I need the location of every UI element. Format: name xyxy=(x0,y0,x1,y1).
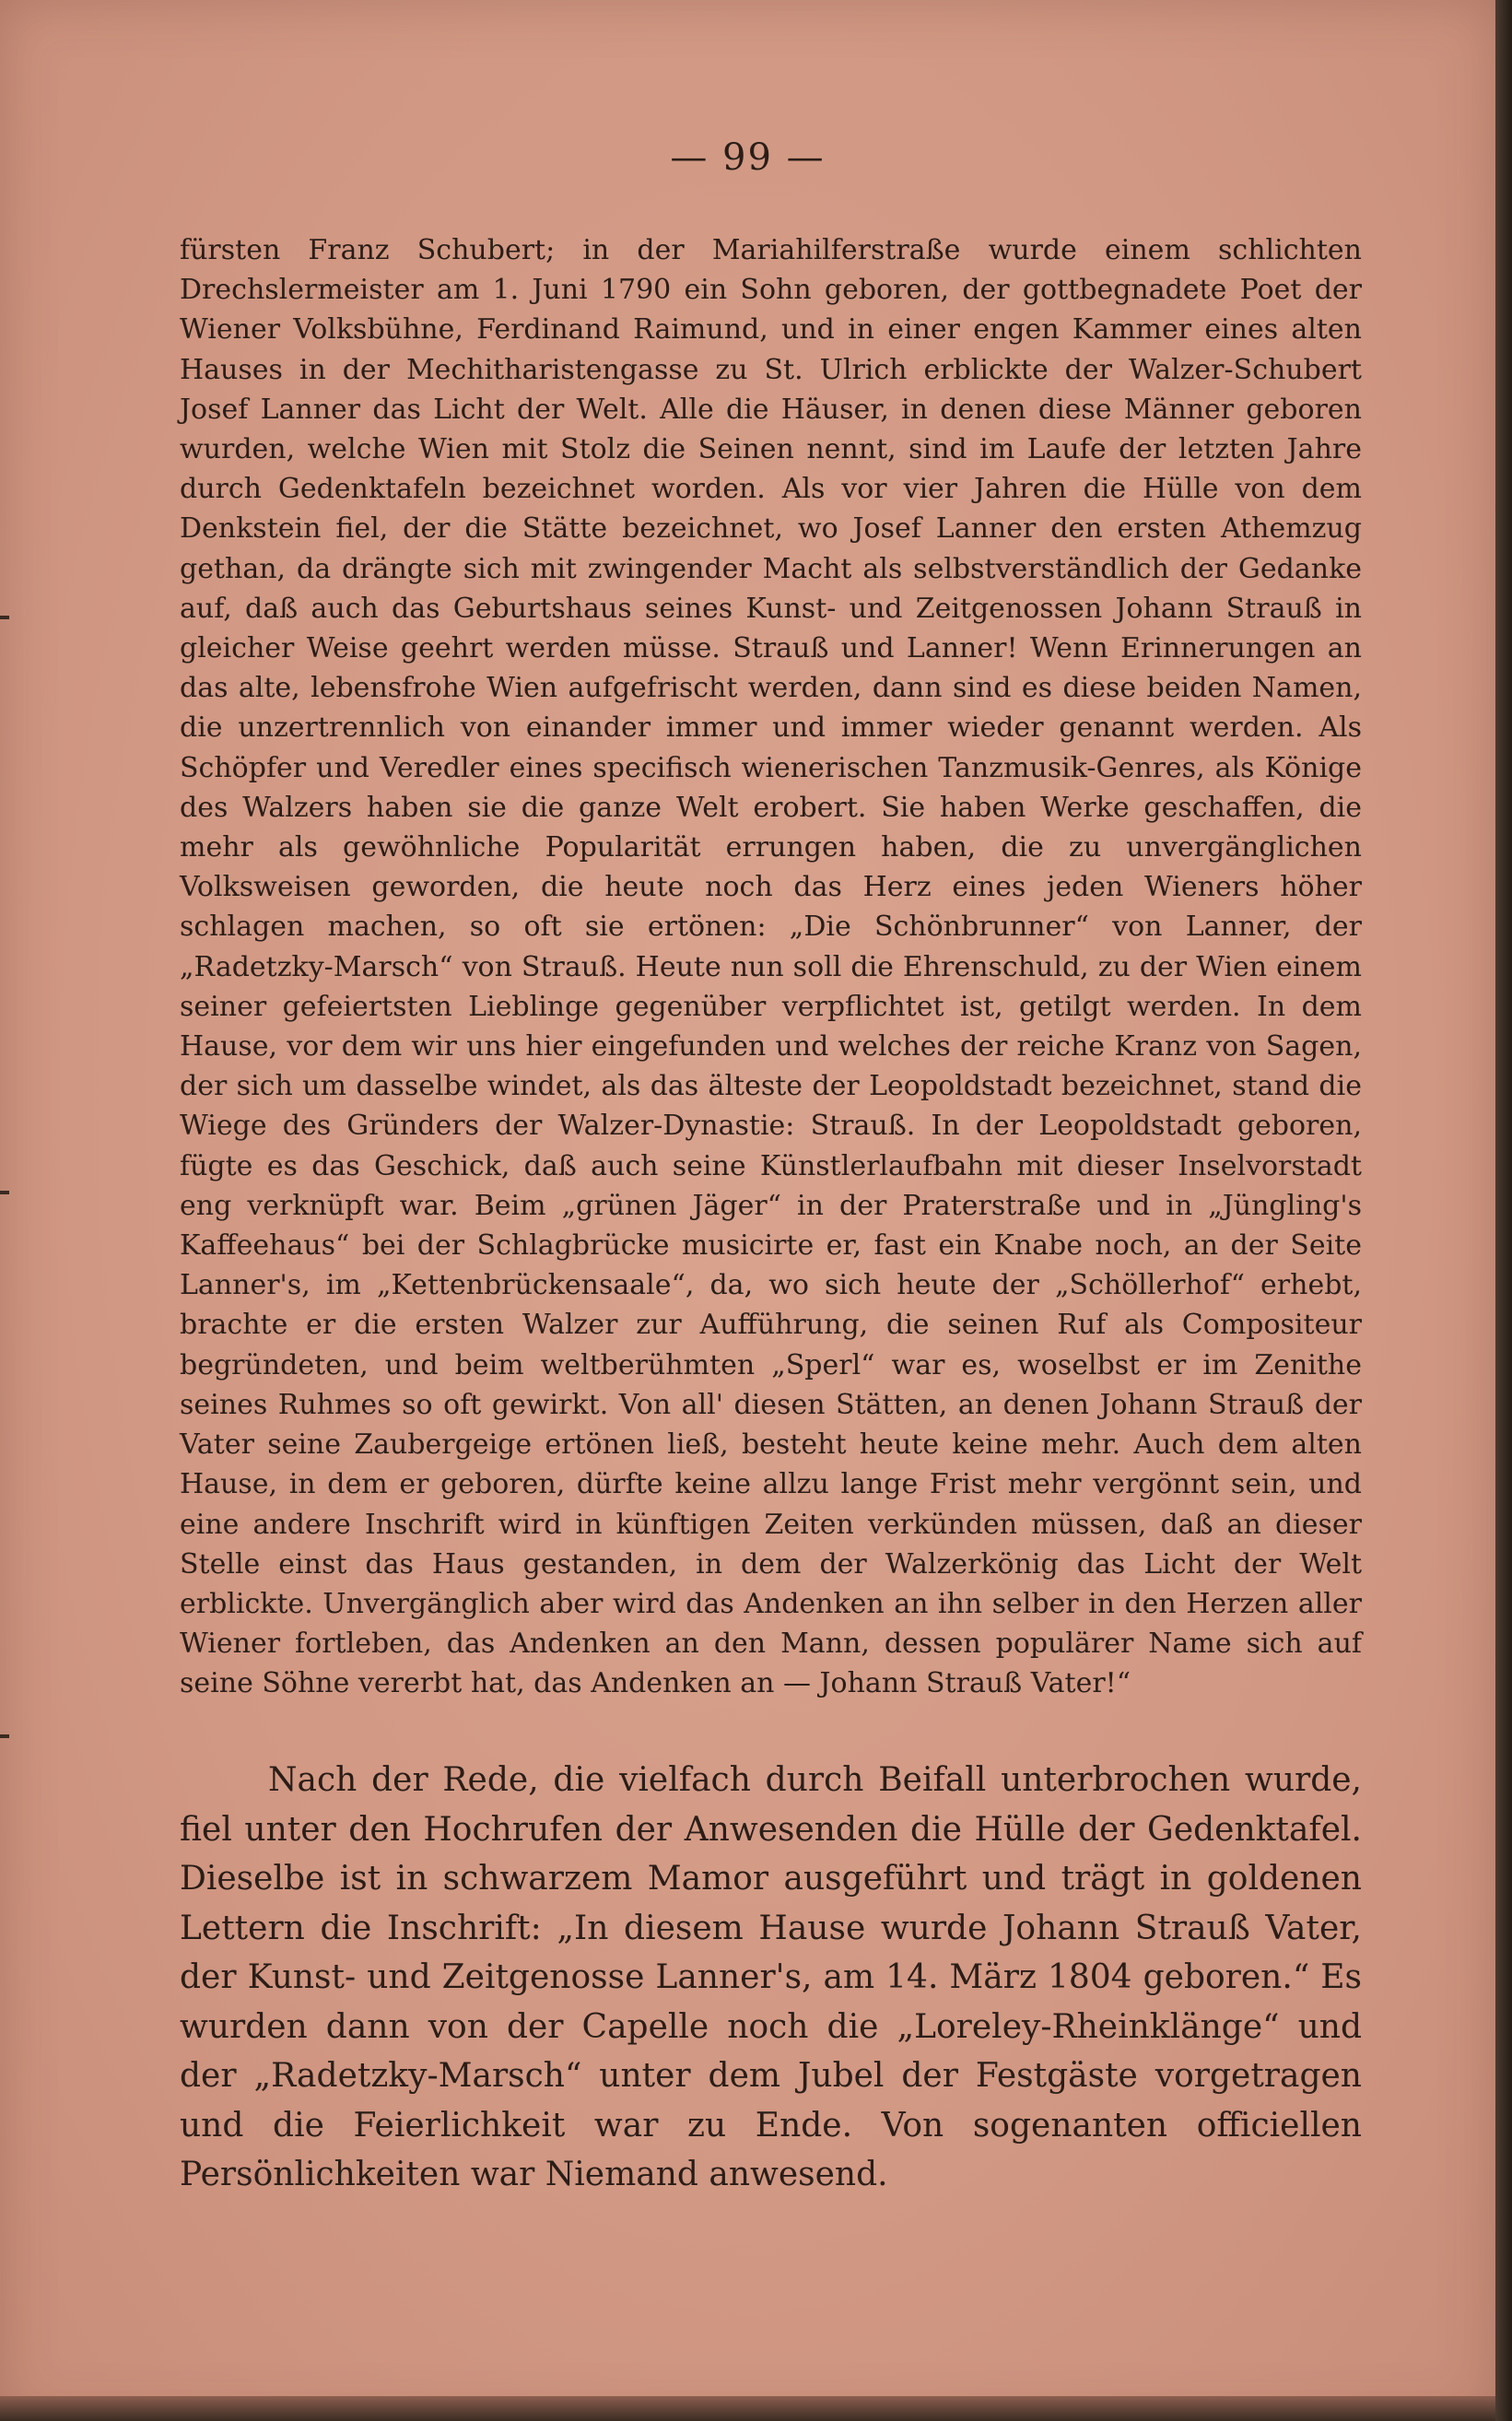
page-right-edge-shadow xyxy=(1495,0,1512,2421)
closing-paragraph: Nach der Rede, die vielfach durch Beifall unterbrochen wurde, fiel unter den Hochrufen der Anwesenden die Hülle der Gedenktafel. Dieselbe ist in schwarzem Mamor ausgeführt und trägt in goldenen Lettern die Inschrift: „In diesem Hause wurde Johann Strauß Vater, der Kunst- und Zeitgenosse Lanner's, am 14. März 1804 geboren.“ Es wurden dann von der Capelle noch die „Loreley-Rheinklänge“ und der „Radetzky-Marsch“ unter dem Jubel der Festgäste vorgetragen und die Feierlichkeit war zu Ende. Von sogenanten officiellen Persönlichkeiten war Niemand anwesend. xyxy=(180,1761,1362,2193)
margin-mark xyxy=(0,1191,9,1194)
margin-mark xyxy=(0,1734,9,1738)
page-bottom-edge-shadow xyxy=(0,2396,1495,2421)
quoted-speech-paragraph: fürsten Franz Schubert; in der Mariahilferstraße wurde einem schlichten Drechslermeister am 1. Juni 1790 ein Sohn geboren, der gottbegnadete Poet der Wiener Volksbühne, Ferdinand Raimund, und in einer engen Kammer eines alten Hauses in der Mechitharistengasse zu St. Ulrich erblickte der Walzer-Schubert Josef Lanner das Licht der Welt. Alle die Häuser, in denen diese Männer geboren wurden, welche Wien mit Stolz die Seinen nennt, sind im Laufe der letzten Jahre durch Gedenktafeln bezeichnet worden. Als vor vier Jahren die Hülle von dem Denkstein fiel, der die Stätte bezeichnet, wo Josef Lanner den ersten Athemzug gethan, da drängte sich mit zwingender Macht als selbstverständlich der Gedanke auf, daß auch das Geburtshaus seines Kunst- und Zeitgenossen Johann Strauß in gleicher Weise geehrt werden müsse. Strauß und Lanner! Wenn Erinnerungen an das alte, lebensfrohe Wien aufgefrischt werden, dann sind es diese beiden Namen, die unzertrennlich von einander immer und immer wieder genannt werden. Als Schöpfer und Veredler eines specifisch wienerischen Tanzmusik-Genres, als Könige des Walzers haben sie die ganze Welt erobert. Sie haben Werke geschaffen, die mehr als gewöhnliche Popularität errungen haben, die zu unvergänglichen Volksweisen geworden, die heute noch das Herz eines jeden Wieners höher schlagen machen, so oft sie ertönen: „Die Schönbrunner“ von Lanner, der „Radetzky-Marsch“ von Strauß. Heute nun soll die Ehrenschuld, zu der Wien einem seiner gefeiertsten Lieblinge gegenüber verpflichtet ist, getilgt werden. In dem Hause, vor dem wir uns hier eingefunden und welches der reiche Kranz von Sagen, der sich um dasselbe windet, als das älteste der Leopoldstadt bezeichnet, stand die Wiege des Gründers der Walzer-Dynastie: Strauß. In der Leopoldstadt geboren, fügte es das Geschick, daß auch seine Künstlerlaufbahn mit dieser Inselvorstadt eng verknüpft war. Beim „grünen Jäger“ in der Praterstraße und in „Jüngling's Kaffeehaus“ bei der Schlagbrücke musicirte er, fast ein Knabe noch, an der Seite Lanner's, im „Kettenbrückensaale“, da, wo sich heute der „Schöllerhof“ erhebt, brachte er die ersten Walzer zur Aufführung, die seinen Ruf als Compositeur begründeten, und beim weltberühmten „Sperl“ war es, woselbst er im Zenithe seines Ruhmes so oft gewirkt. Von all' diesen Stätten, an denen Johann Strauß der Vater seine Zaubergeige ertönen ließ, besteht heute keine mehr. Auch dem alten Hause, in dem er geboren, dürfte keine allzu lange Frist mehr vergönnt sein, und eine andere Inschrift wird in künftigen Zeiten verkünden müssen, daß an dieser Stelle einst das Haus gestanden, in dem der Walzerkönig das Licht der Welt erblickte. Unvergänglich aber wird das Andenken an ihn selber in den Herzen aller Wiener fortleben, das Andenken an den Mann, dessen populärer Name sich auf seine Söhne vererbt hat, das Andenken an — Johann Strauß Vater!“ xyxy=(180,234,1362,1700)
page-number: — 99 — xyxy=(670,136,826,179)
margin-mark xyxy=(0,616,9,619)
